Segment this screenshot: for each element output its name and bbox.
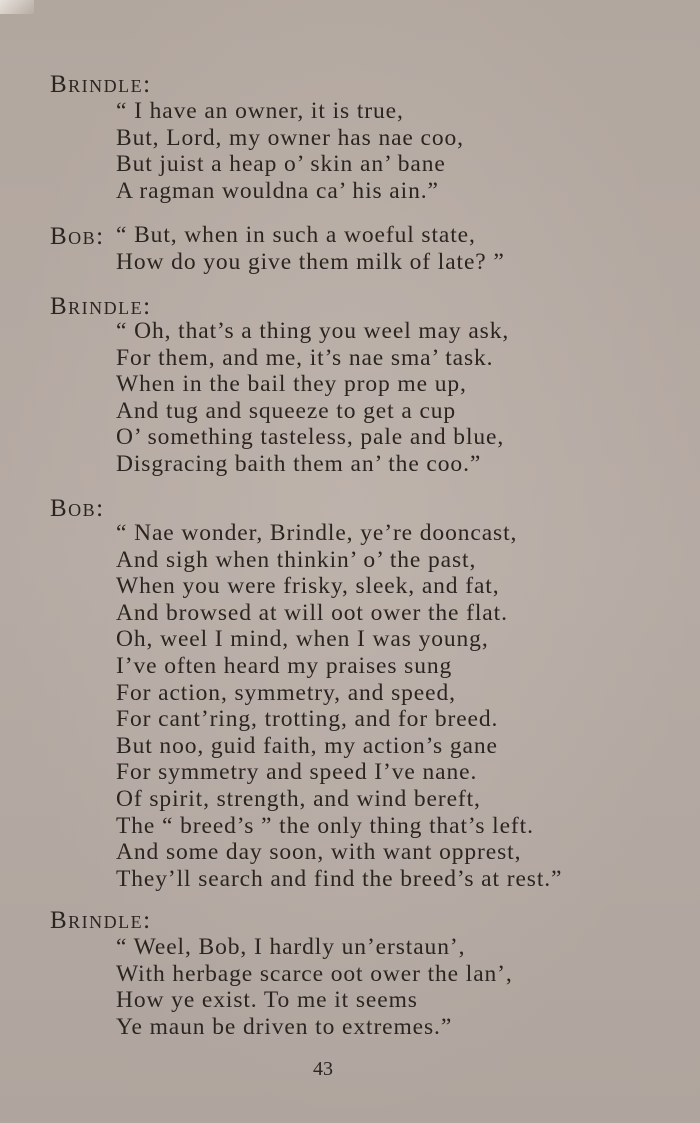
verse-stanza xyxy=(116,222,505,275)
verse-line: “ Weel, Bob, I hardly un’erstaun’, xyxy=(116,934,466,960)
speaker-label: Bob: xyxy=(50,495,105,522)
page-number: 43 xyxy=(313,1058,333,1080)
verse-line: They’ll search and find the breed’s at rest.” xyxy=(116,865,563,892)
verse-stanza xyxy=(116,934,513,1040)
verse-line: When in the bail they prop me up, xyxy=(116,371,467,398)
verse-line: And browsed at will oot ower the flat. xyxy=(116,599,508,626)
speaker-label: Brindle: xyxy=(50,907,152,934)
verse-line: When you were frisky, sleek, and fat, xyxy=(116,573,500,600)
verse-line: But juist a heap o’ skin an’ bane xyxy=(116,151,446,178)
verse-line: O’ something tasteless, pale and blue, xyxy=(116,424,505,451)
speaker-label: Bob: xyxy=(50,223,105,250)
verse-line: A ragman wouldna ca’ his ain.” xyxy=(116,177,439,204)
verse-line: “ Oh, that’s a thing you weel may ask, xyxy=(116,318,510,344)
verse-line: But, Lord, my owner has nae coo, xyxy=(116,124,464,151)
verse-line: For them, and me, it’s nae sma’ task. xyxy=(116,344,494,371)
speaker-label: Brindle: xyxy=(50,293,152,320)
verse-line: And some day soon, with want opprest, xyxy=(116,839,522,866)
verse-line: For action, symmetry, and speed, xyxy=(116,679,456,706)
verse-line: For symmetry and speed I’ve nane. xyxy=(116,759,478,786)
speaker-label: Brindle: xyxy=(50,71,152,98)
verse-stanza xyxy=(116,98,464,204)
verse-line: Ye maun be driven to extremes.” xyxy=(116,1013,453,1040)
page-corner-mark xyxy=(0,0,34,14)
verse-line: But noo, guid faith, my action’s gane xyxy=(116,732,498,759)
verse-stanza xyxy=(116,520,562,892)
verse-line: “ But, when in such a woeful state, xyxy=(116,222,476,248)
verse-line: And tug and squeeze to get a cup xyxy=(116,397,457,424)
verse-line: And sigh when thinkin’ o’ the past, xyxy=(116,546,477,573)
verse-line: Oh, weel I mind, when I was young, xyxy=(116,626,489,653)
verse-line: “ I have an owner, it is true, xyxy=(116,98,404,124)
verse-line: With herbage scarce oot ower the lan’, xyxy=(116,960,513,987)
verse-line: How ye exist. To me it seems xyxy=(116,987,418,1014)
verse-line: “ Nae wonder, Brindle, ye’re dooncast, xyxy=(116,520,518,546)
verse-line: The “ breed’s ” the only thing that’s left. xyxy=(116,812,534,839)
verse-line: Disgracing baith them an’ the coo.” xyxy=(116,450,482,477)
verse-line: For cant’ring, trotting, and for breed. xyxy=(116,706,499,733)
verse-line: Of spirit, strength, and wind bereft, xyxy=(116,785,481,812)
verse-line: I’ve often heard my praises sung xyxy=(116,652,453,679)
verse-line: How do you give them milk of late? ” xyxy=(116,248,505,275)
verse-stanza xyxy=(116,318,509,478)
